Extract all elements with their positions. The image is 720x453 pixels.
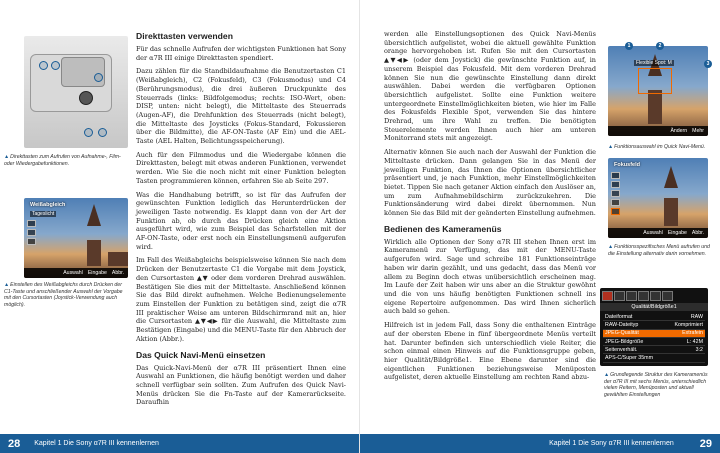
chapter-label: Kapitel 1 Die Sony α7R III kennenlernen: [34, 440, 159, 447]
focus-screen-osd: Auswahl Eingabe Abbr.: [608, 228, 708, 238]
camera-illustration: [24, 36, 128, 148]
menu-row: APS-C/Super 35mm: [603, 354, 705, 362]
wb-screen-label: Tageslicht: [32, 211, 55, 217]
focus-area-icon: [611, 172, 620, 179]
right-text-column: [384, 30, 596, 387]
caption-arrow-icon: ▲: [604, 372, 610, 378]
section-heading: Das Quick Navi-Menü einsetzen: [136, 349, 266, 360]
focus-area-icon: [611, 199, 620, 206]
paragraph: Das Quick-Navi-Menü der α7R III präsentiert Ihnen eine Auswahl an Funktionen, die häufig benötigt werden und daher schnell verfügbar sein sollten. Zum Aufrufen des Quick Navi-Menüs drücken Sie die Fn-Taste auf der Kamerarückseite. Daraufhin: [136, 363, 346, 407]
menu-row: Dateiformat RAW: [605, 313, 703, 320]
focus-frame: [638, 68, 672, 94]
figure-caption: ▲Einstellen des Weißabgleichs durch Drücken der C1-Taste und anschließender Auswahl der Vorgabe mit den Cursortasten (Joystick-Verwendung auch möglich).: [4, 282, 123, 308]
step-marker: 3: [704, 60, 712, 68]
settings-tab-icon: [650, 291, 661, 301]
camera-body-image: [30, 54, 112, 112]
figure-caption: ▲Grundlegende Struktur des Kameramenüs der α7R III mit sechs Menüs, unterschiedlich vielen Reitern, Menüposten und aktuell gewählten Einstellungen: [604, 372, 708, 398]
right-page: [360, 0, 720, 453]
page-footer: [360, 434, 720, 453]
button-highlight-icon: [39, 61, 48, 70]
button-highlight-icon: [98, 128, 107, 137]
figure-caption: ▲Funktionsauswahl im Quick Navi-Menü.: [608, 144, 706, 150]
menu-tab-row: [602, 291, 706, 301]
menu-title: Qualität/Bildgröße1: [600, 303, 708, 311]
button-highlight-icon: [84, 128, 93, 137]
focus-field-screenshot: [608, 158, 708, 238]
quick-navi-label: Flexible Spot: M: [636, 60, 672, 66]
step-marker: 2: [656, 42, 664, 50]
paragraph: Alternativ können Sie auch nach der Auswahl der Funktion die Mitteltaste drücken. Dann gelangen Sie in das Menü der jeweiligen Funktion, das Ihnen die Optionen übersichtlicher präsentiert und, je nach Funktion, mehr Einstellmöglichkeiten bietet. Tippen Sie nach getaner Aktion einfach den Auslöser an, um zum Aufnahmebildschirm zurückzukehren. Die Funktionsänderung wird dabei direkt übernommen. Nun können Sie das Bild mit der geänderten Einstellung aufnehmen.: [384, 148, 596, 218]
caption-arrow-icon: ▲: [608, 244, 614, 250]
figure-caption: ▲Funktionsspezifisches Menü aufrufen und die Einstellung alternativ darin vornehmen.: [608, 244, 710, 257]
caption-arrow-icon: ▲: [608, 144, 614, 150]
paragraph: Was die Handhabung betrifft, so ist für das Aufrufen der gewünschten Funktion lediglich das Herunterdrücken der jeweiligen Taste notwendig. Es klappt dann von der Art der Funktion ab, ob durch das Drücken gleich eine Aktion ausgeführt wird, wie zum Beispiel das Scharfstellen mit der AF-ON-Taste, oder erst noch ein Einstellungsmenü aufgerufen wird.: [136, 190, 346, 251]
paragraph: Dazu zählen für die Standbildaufnahme die Benutzertasten C1 (Weißabgleich), C2 (Fokusfeld), C3 (Fokusmodus) und C4 (Berührungsmodus), die drei äußeren Druckpunkte des Steuerrads (links: Bildfolgemodus; rechts: ISO-Wert, oben: DISP, unten: nicht belegt), die Mitteltaste des Steuerrads (Augen-AF), die Drehfunktion des Steuerrads (nicht belegt), die Mitteltaste des Joysticks (Fokus-Standard, Fokussieren über die Bildmitte), die AF-ON-Taste (AF Ein) und die AEL-Taste (AEL Halten, Belichtungsspeicherung).: [136, 67, 346, 146]
focus-area-icon: [611, 181, 620, 188]
paragraph: Im Fall des Weißabgleichs beispielsweise können Sie nach dem Drücken der Benutzertaste C1 die Vorgabe mit dem Joystick, den Cursortasten ▲▼ oder dem vorderen Drehrad auswählen. Bestätigen Sie dies mit der Mitteltaste. Anschließend können Sie das Bild direkt aufnehmen. Welche Bedienungselemente zum Einstellen der Funktion zu betätigen sind, zeigt die α7R III praktischer Weise am unteren Bildschirmrand mit an, hier die Cursortasten ▲▼◀▶ für die Auswahl, die Mitteltaste zum Bestätigen (Eingabe) und die MENU-Taste für den Abbruch der Aktion (Abbr.).: [136, 256, 346, 343]
left-text-column: [136, 31, 346, 412]
wb-screen-title: Weißabgleich: [30, 202, 66, 208]
chapter-label: Kapitel 1 Die Sony α7R III kennenlernen: [549, 440, 674, 447]
control-wheel-icon: [79, 91, 93, 105]
camera-tab-icon: [614, 291, 625, 301]
menu-row: JPEG-Bildgröße L: 42M: [605, 338, 703, 345]
step-marker: 1: [625, 42, 633, 50]
network-tab-icon: [626, 291, 637, 301]
section-heading: Direkttasten verwenden: [136, 31, 233, 41]
section-heading: Bedienen des Kameramenüs: [384, 223, 502, 234]
paragraph: Hilfreich ist in jedem Fall, dass Sony die enthaltenen Einträge auf der obersten Ebene in fünf übergeordnete Menüs verteilt hat. Darunter befinden sich unterschiedlich viele Reiter, die schon einmal einen Hinweis auf die Funktionsgruppe geben, hier Qualität/Bildgröße1. Eine Ebene darunter sind die eigentlichen Funktionen beziehungsweise Menüposten aufgelistet, deren aktuelle Einstellung am rechten Rand abzu-: [384, 321, 596, 382]
wb-screen-osd: Auswahl Eingabe Abbr.: [24, 268, 128, 278]
camera-menu-screenshot: [600, 288, 708, 366]
menu-rows: [603, 313, 705, 363]
wb-preset-icon: [27, 238, 36, 245]
camera-tab-icon: [602, 291, 613, 301]
page-footer: [0, 434, 360, 453]
playback-tab-icon: [638, 291, 649, 301]
page-number: 29: [699, 437, 712, 450]
page-number: 28: [8, 437, 21, 450]
caption-arrow-icon: ▲: [4, 282, 10, 288]
white-balance-screenshot: [24, 198, 128, 278]
focus-area-icon: [611, 190, 620, 197]
paragraph: Auch für den Filmmodus und die Wiedergabe können die Direkttasten, belegt mit etwas anderen Funktionen, verwendet werden. Wie Sie die noch nicht mit einer Funktion belegten Tasten programmieren können, erfahren Sie ab Seite 297.: [136, 150, 346, 185]
button-highlight-icon: [94, 73, 103, 82]
focus-area-icon: [611, 208, 620, 215]
figure-caption: ▲Direkttasten zum Aufrufen von Aufnahme-, Film- oder Wiedergabefunktionen.: [4, 154, 121, 167]
wb-preset-icon: [27, 220, 36, 227]
paragraph: Wirklich alle Optionen der Sony α7R III stehen Ihnen erst im Kameramenü zur Verfügung, das mit der MENU-Taste aufgerufen wird. Sage und schreibe 181 Funktionseinträge haben wir darin gezählt, und uns gedacht, dass das Menü vor allem zu Beginn doch etwas unübersichtlich erscheinen mag. Im Laufe der Zeit haben wir uns aber an die Struktur gewöhnt und die von uns häufig benötigten Funktionen schnell ins eigene Repertoire aufgenommen. Das wird Ihnen sicherlich auch bald so gehen.: [384, 237, 596, 316]
menu-row-selected: JPEG-Qualität Extrafein: [605, 330, 703, 337]
quick-navi-screenshot: [608, 46, 708, 136]
focus-screen-title: Fokusfeld: [614, 162, 640, 168]
wb-preset-icon: [27, 229, 36, 236]
quick-navi-osd: Ändern Mehr: [608, 126, 708, 136]
paragraph: Für das schnelle Aufrufen der wichtigsten Funktionen hat Sony der α7R III einige Direkttasten spendiert.: [136, 45, 346, 62]
paragraph: werden alle Einstellungsoptionen des Quick Navi-Menüs übersichtlich aufgelistet, wobei die aktuell gewählte Funktion orange hervorgehoben ist. Rufen Sie mit den Cursortasten ▲▼◀▶ (oder dem Joystick) die gewünschte Funktion auf, in unserem Beispiel das Fokusfeld. Mit dem vorderen Drehrad können Sie nun die gewünschte Einstellung dann direkt auswählen. Dabei werden die verfügbaren Optionen übersichtlich aufgelistet. Sollte eine Funktion weitere untergeordnete Einstellmöglichkeiten bieten, wie hier im Falle des Fokusfelds Flexible Spot, verwenden Sie das hintere Drehrad, um ihre Wahl zu treffen. Die benötigten Steuerelemente werden Ihnen auch hier am unteren Monitorrand stets mit angezeigt.: [384, 30, 596, 143]
menu-row: RAW-Dateityp Komprimiert: [605, 321, 703, 328]
caption-arrow-icon: ▲: [4, 154, 10, 160]
menu-row: Seitenverhält. 3:2: [605, 346, 703, 353]
button-highlight-icon: [51, 61, 60, 70]
mymenu-tab-icon: [662, 291, 673, 301]
